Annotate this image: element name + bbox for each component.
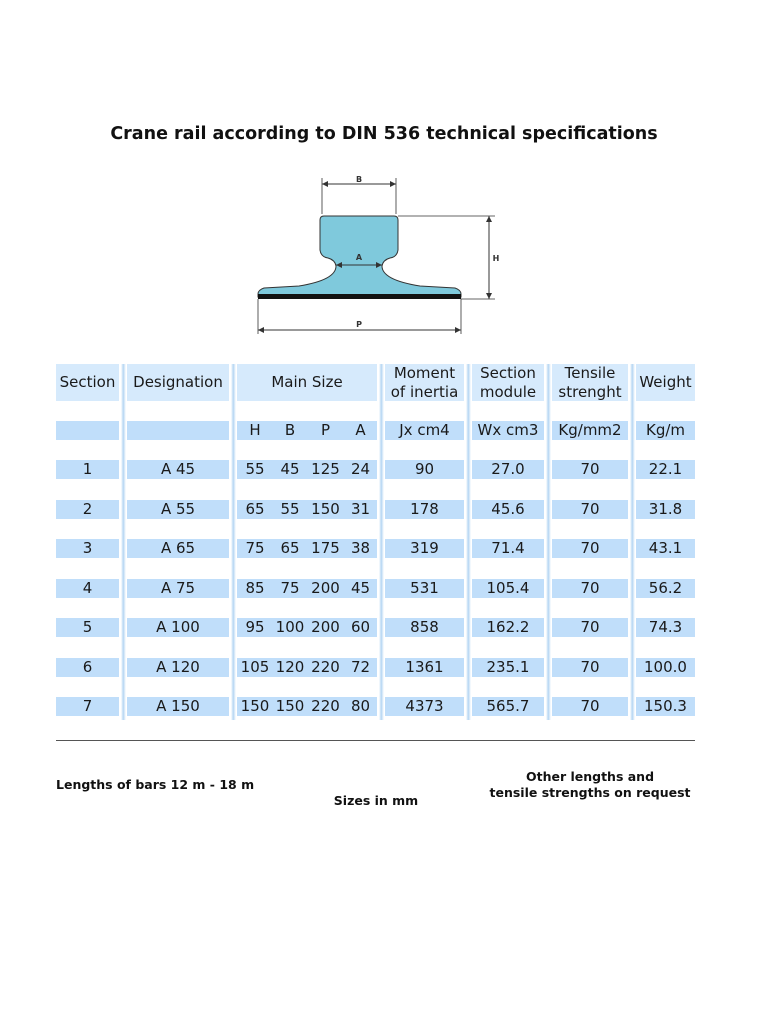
units-designation-cell — [127, 421, 229, 440]
cell-weight: 43.1 — [636, 539, 695, 558]
header-moment — [385, 364, 464, 401]
cell-weight: 150.3 — [636, 697, 695, 716]
header-module — [472, 364, 544, 401]
cell-tensile: 70 — [552, 539, 628, 558]
units-moment: Jx cm4 — [385, 421, 464, 440]
cell-weight: 100.0 — [636, 658, 695, 677]
units-b: B — [273, 421, 307, 440]
header-tensile — [552, 364, 628, 401]
cell-b: 45 — [273, 460, 307, 479]
cell-a: 24 — [344, 460, 377, 479]
cell-designation: A 100 — [127, 618, 229, 637]
header-moment-line2: of inertia — [390, 382, 459, 401]
cell-module: 45.6 — [472, 500, 544, 519]
cell-moment: 1361 — [385, 658, 464, 677]
cell-section: 3 — [56, 539, 119, 558]
cell-a: 80 — [344, 697, 377, 716]
footer-other-line1: Other lengths and — [525, 769, 655, 784]
dim-a-label: A — [355, 253, 363, 262]
cell-module: 235.1 — [472, 658, 544, 677]
cell-h: 85 — [237, 579, 273, 598]
units-section-cell — [56, 421, 119, 440]
units-a: A — [344, 421, 377, 440]
cell-a: 72 — [344, 658, 377, 677]
header-module-line1: Section — [480, 363, 536, 382]
cell-weight: 22.1 — [636, 460, 695, 479]
cell-tensile: 70 — [552, 500, 628, 519]
cell-h: 65 — [237, 500, 273, 519]
cell-module: 105.4 — [472, 579, 544, 598]
cell-tensile: 70 — [552, 697, 628, 716]
cell-tensile: 70 — [552, 460, 628, 479]
dim-b-label: B — [355, 175, 363, 184]
column-separator — [466, 364, 471, 720]
cell-weight: 31.8 — [636, 500, 695, 519]
dim-h-label: H — [492, 254, 500, 263]
cell-section: 6 — [56, 658, 119, 677]
rail-base — [258, 294, 461, 299]
cell-p: 220 — [307, 658, 344, 677]
column-separator — [379, 364, 384, 720]
cell-p: 150 — [307, 500, 344, 519]
units-tensile: Kg/mm2 — [552, 421, 628, 440]
column-separator — [546, 364, 551, 720]
cell-moment: 90 — [385, 460, 464, 479]
header-tensile-line2: strenght — [558, 382, 622, 401]
column-separator — [231, 364, 236, 720]
page-title: Crane rail according to DIN 536 technical specifications — [110, 124, 658, 144]
cell-moment: 319 — [385, 539, 464, 558]
cell-h: 105 — [237, 658, 273, 677]
dim-b-arrow-right — [390, 181, 396, 187]
cell-p: 125 — [307, 460, 344, 479]
cell-section: 7 — [56, 697, 119, 716]
cell-designation: A 150 — [127, 697, 229, 716]
divider — [56, 740, 695, 741]
cell-a: 45 — [344, 579, 377, 598]
cell-a: 60 — [344, 618, 377, 637]
cell-module: 162.2 — [472, 618, 544, 637]
header-designation: Designation — [127, 364, 229, 401]
cell-moment: 4373 — [385, 697, 464, 716]
cell-b: 150 — [273, 697, 307, 716]
units-module: Wx cm3 — [472, 421, 544, 440]
cell-p: 175 — [307, 539, 344, 558]
cell-moment: 531 — [385, 579, 464, 598]
cell-designation: A 45 — [127, 460, 229, 479]
cell-module: 565.7 — [472, 697, 544, 716]
cell-h: 95 — [237, 618, 273, 637]
cell-tensile: 70 — [552, 579, 628, 598]
cell-section: 4 — [56, 579, 119, 598]
cell-a: 38 — [344, 539, 377, 558]
cell-moment: 178 — [385, 500, 464, 519]
cell-p: 220 — [307, 697, 344, 716]
cell-tensile: 70 — [552, 658, 628, 677]
cell-section: 5 — [56, 618, 119, 637]
header-module-line2: module — [479, 382, 537, 401]
cell-weight: 56.2 — [636, 579, 695, 598]
dim-p-label: P — [356, 320, 362, 329]
cell-p: 200 — [307, 579, 344, 598]
dim-b-arrow-left — [322, 181, 328, 187]
footer-other — [476, 769, 704, 801]
cell-section: 1 — [56, 460, 119, 479]
cell-module: 27.0 — [472, 460, 544, 479]
units-h: H — [237, 421, 273, 440]
footer-other-line2: tensile strengths on request — [489, 785, 691, 800]
header-tensile-line1: Tensile — [564, 363, 616, 382]
cell-weight: 74.3 — [636, 618, 695, 637]
cell-module: 71.4 — [472, 539, 544, 558]
cell-section: 2 — [56, 500, 119, 519]
cell-designation: A 55 — [127, 500, 229, 519]
cell-designation: A 120 — [127, 658, 229, 677]
header-main-size: Main Size — [237, 364, 377, 401]
cell-h: 55 — [237, 460, 273, 479]
column-separator — [630, 364, 635, 720]
cell-moment: 858 — [385, 618, 464, 637]
header-section: Section — [56, 364, 119, 401]
header-moment-line1: Moment — [393, 363, 456, 382]
cell-b: 55 — [273, 500, 307, 519]
cell-designation: A 75 — [127, 579, 229, 598]
header-weight: Weight — [636, 364, 695, 401]
cell-h: 75 — [237, 539, 273, 558]
footer-sizes: Sizes in mm — [333, 793, 419, 808]
units-p: P — [307, 421, 344, 440]
cell-tensile: 70 — [552, 618, 628, 637]
cell-b: 100 — [273, 618, 307, 637]
cell-p: 200 — [307, 618, 344, 637]
cell-b: 75 — [273, 579, 307, 598]
cell-h: 150 — [237, 697, 273, 716]
units-weight: Kg/m — [636, 421, 695, 440]
crane-rail-diagram — [250, 170, 510, 340]
column-separator — [121, 364, 126, 720]
cell-a: 31 — [344, 500, 377, 519]
cell-designation: A 65 — [127, 539, 229, 558]
cell-b: 65 — [273, 539, 307, 558]
cell-b: 120 — [273, 658, 307, 677]
footer-lengths: Lengths of bars 12 m - 18 m — [56, 777, 255, 792]
